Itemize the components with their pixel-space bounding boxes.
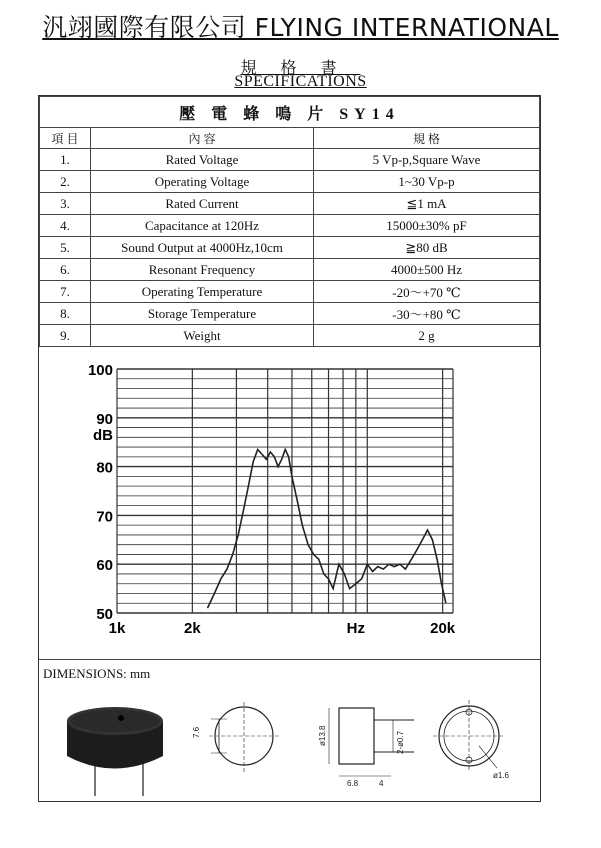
row-number: 4. xyxy=(40,215,91,237)
row-item: Rated Voltage xyxy=(91,149,314,171)
col-value-header: 規 格 xyxy=(314,128,540,149)
chart-ticks xyxy=(88,362,456,637)
row-number: 9. xyxy=(40,325,91,347)
response-curve xyxy=(208,450,446,609)
spec-row xyxy=(40,325,540,347)
row-item: Rated Current xyxy=(91,193,314,215)
row-number: 7. xyxy=(40,281,91,303)
col-item-header: 內 容 xyxy=(91,128,314,149)
spec-frame xyxy=(38,95,541,802)
row-value: -20～+70 ℃ xyxy=(314,281,540,303)
frequency-response-chart xyxy=(87,361,477,651)
row-item: Capacitance at 120Hz xyxy=(91,215,314,237)
spec-row xyxy=(40,281,540,303)
spec-row xyxy=(40,193,540,215)
col-no-header: 項 目 xyxy=(40,128,91,149)
y-tick-label: 50 xyxy=(96,606,113,623)
dim-diameter-label: ø13.8 xyxy=(318,725,327,746)
y-tick-label: 70 xyxy=(96,508,113,526)
spec-row xyxy=(40,149,540,171)
spec-row xyxy=(40,215,540,237)
buzzer-photo xyxy=(59,701,169,801)
row-value: ≦1 mA xyxy=(314,193,540,215)
row-item: Resonant Frequency xyxy=(91,259,314,281)
front-view xyxy=(192,702,279,772)
row-value: 1~30 Vp-p xyxy=(314,171,540,193)
row-value: ≧80 dB xyxy=(314,237,540,259)
dim-pin-len-label: 4 xyxy=(379,779,384,788)
row-value: 5 Vp-p,Square Wave xyxy=(314,149,540,171)
row-number: 2. xyxy=(40,171,91,193)
spec-row xyxy=(40,237,540,259)
y-tick-label: 60 xyxy=(96,557,113,575)
row-number: 3. xyxy=(40,193,91,215)
side-view xyxy=(318,708,414,788)
row-number: 6. xyxy=(40,259,91,281)
y-tick-label: 90 xyxy=(96,410,113,428)
x-tick-label: 2k xyxy=(184,620,201,637)
dim-height-label: 7.6 xyxy=(192,726,201,738)
dimensions-label: DIMENSIONS: mm xyxy=(43,666,151,681)
row-value: -30～+80 ℃ xyxy=(314,303,540,325)
company-name: 汎翊國際有限公司 FLYING INTERNATIONAL xyxy=(42,13,559,42)
spec-rows xyxy=(40,149,540,347)
row-item: Storage Temperature xyxy=(91,303,314,325)
dim-body-label: 6.8 xyxy=(347,779,359,788)
back-view xyxy=(433,700,510,780)
doc-subtitle: SPECIFICATIONS xyxy=(234,73,367,90)
y-axis-label: dB xyxy=(93,426,113,444)
row-item: Sound Output at 4000Hz,10cm xyxy=(91,237,314,259)
x-tick-label: Hz xyxy=(346,620,366,637)
spec-title: 壓 電 蜂 鳴 片 SY14 xyxy=(40,97,540,128)
spec-table xyxy=(39,96,540,347)
row-value: 2 g xyxy=(314,325,540,347)
spec-row xyxy=(40,171,540,193)
row-number: 5. xyxy=(40,237,91,259)
row-value: 4000±500 Hz xyxy=(314,259,540,281)
spec-row xyxy=(40,259,540,281)
row-value: 15000±30% pF xyxy=(314,215,540,237)
dim-hole-label: ø1.6 xyxy=(493,771,510,780)
x-tick-label: 20k xyxy=(430,620,456,637)
row-number: 1. xyxy=(40,149,91,171)
y-tick-label: 80 xyxy=(96,459,113,477)
row-item: Operating Temperature xyxy=(91,281,314,303)
table-bottom-rule xyxy=(39,346,540,347)
spec-row xyxy=(40,303,540,325)
y-tick-label: 100 xyxy=(87,362,113,379)
dimension-drawings xyxy=(179,686,539,796)
chart-bottom-rule xyxy=(39,659,540,660)
x-tick-label: 1k xyxy=(108,620,126,637)
dim-pin-label: 2-ø0.7 xyxy=(396,730,405,754)
row-item: Weight xyxy=(91,325,314,347)
doc-title: 規格書 xyxy=(240,60,361,77)
chart-grid xyxy=(117,369,453,613)
row-number: 8. xyxy=(40,303,91,325)
row-item: Operating Voltage xyxy=(91,171,314,193)
